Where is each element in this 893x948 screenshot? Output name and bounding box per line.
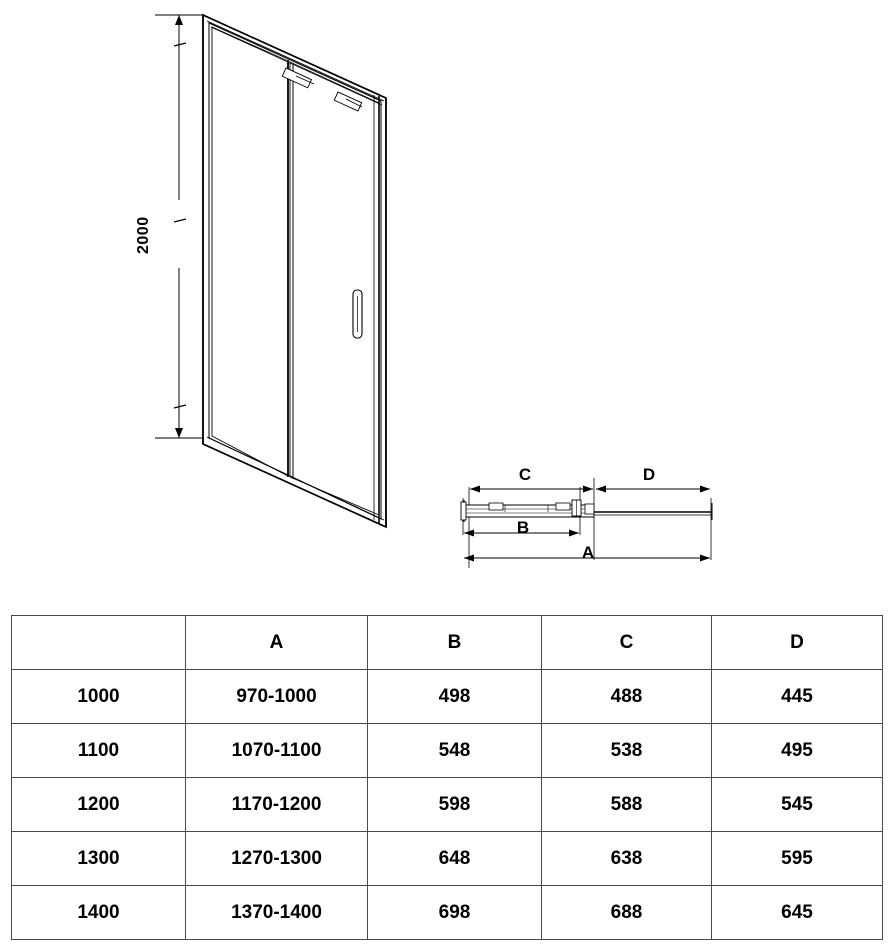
- cell-1200-c: 588: [542, 778, 712, 832]
- cell-1300-c: 638: [542, 832, 712, 886]
- door-handle: [353, 290, 362, 338]
- cell-1100-c: 538: [542, 724, 712, 778]
- row-size-1000: 1000: [12, 670, 186, 724]
- cell-1100-b: 548: [368, 724, 542, 778]
- table-header-row: [12, 616, 883, 670]
- table-row: [12, 724, 883, 778]
- table-row: [12, 670, 883, 724]
- cell-1000-d: 445: [712, 670, 883, 724]
- cell-1400-d: 645: [712, 886, 883, 940]
- plan-dimension-label-d: D: [642, 465, 656, 484]
- cell-1200-a: 1170-1200: [186, 778, 368, 832]
- cell-1000-b: 498: [368, 670, 542, 724]
- table-row: [12, 832, 883, 886]
- table-header-c: C: [542, 616, 712, 670]
- table-row: [12, 778, 883, 832]
- table-header-d: D: [712, 616, 883, 670]
- cell-1300-b: 648: [368, 832, 542, 886]
- table-header-blank: [12, 616, 186, 670]
- elevation-height-dimension-label: 2000: [135, 216, 152, 254]
- cell-1400-a: 1370-1400: [186, 886, 368, 940]
- table-header-a: A: [186, 616, 368, 670]
- row-size-1400: 1400: [12, 886, 186, 940]
- plan-dimension-label-a: A: [581, 543, 595, 562]
- table-header-b: B: [368, 616, 542, 670]
- cell-1400-c: 688: [542, 886, 712, 940]
- dimension-table: [11, 615, 883, 940]
- plan-dimension-label-b: B: [516, 518, 530, 537]
- cell-1400-b: 698: [368, 886, 542, 940]
- cell-1100-a: 1070-1100: [186, 724, 368, 778]
- elevation-view: [155, 15, 386, 527]
- cell-1300-a: 1270-1300: [186, 832, 368, 886]
- row-size-1200: 1200: [12, 778, 186, 832]
- cell-1100-d: 495: [712, 724, 883, 778]
- row-size-1300: 1300: [12, 832, 186, 886]
- plan-dimension-label-c: C: [518, 465, 532, 484]
- row-size-1100: 1100: [12, 724, 186, 778]
- cell-1200-b: 598: [368, 778, 542, 832]
- cell-1300-d: 595: [712, 832, 883, 886]
- cell-1000-c: 488: [542, 670, 712, 724]
- cell-1200-d: 545: [712, 778, 883, 832]
- cell-1000-a: 970-1000: [186, 670, 368, 724]
- table-row: [12, 886, 883, 940]
